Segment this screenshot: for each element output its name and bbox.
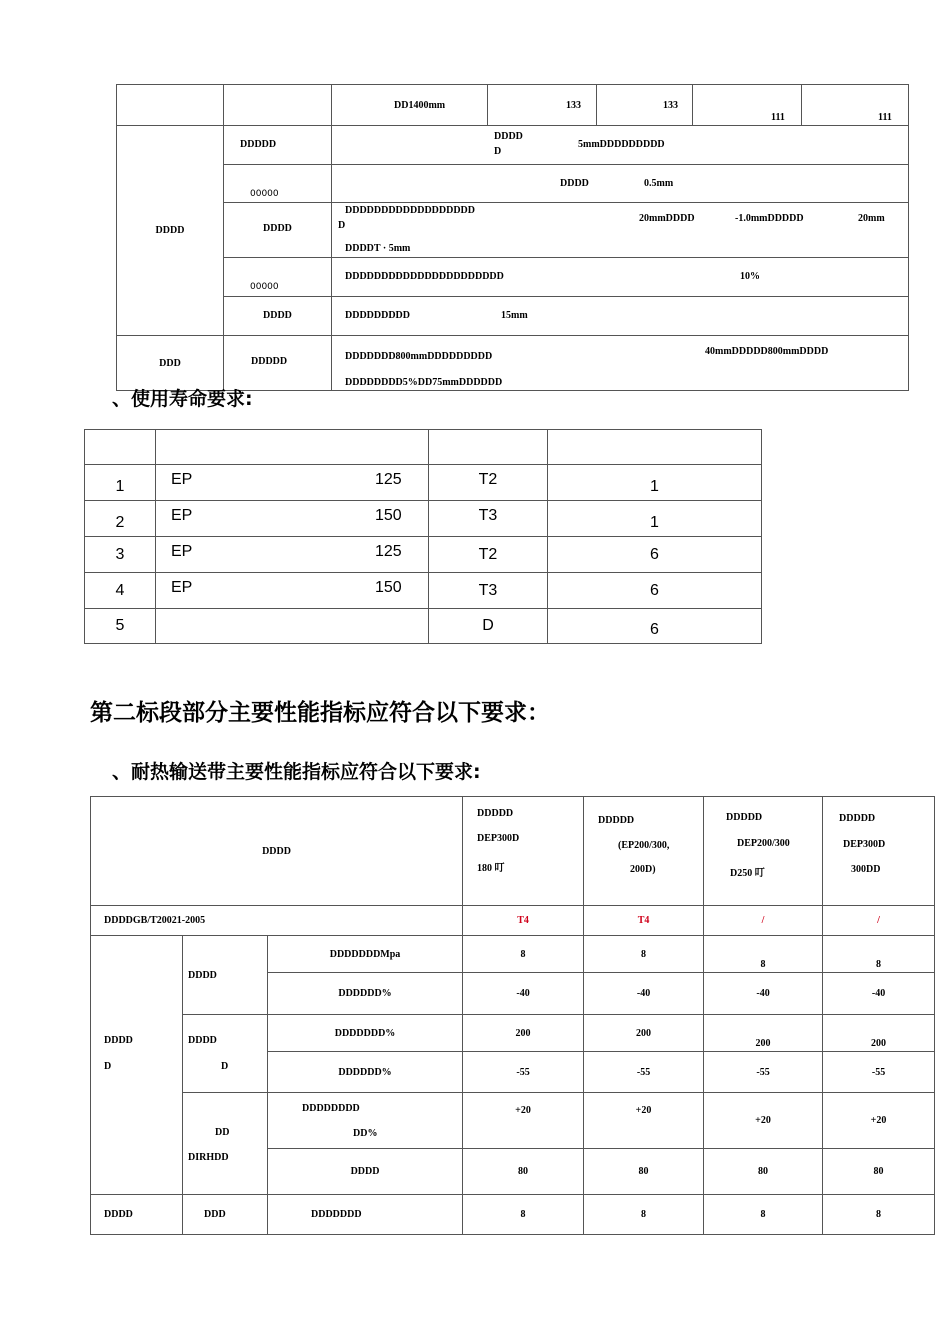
grade-cell	[429, 465, 548, 501]
grade-text: T2	[478, 545, 498, 563]
col-header	[584, 797, 704, 906]
belt-type: EP	[171, 579, 193, 596]
life-cell	[548, 609, 762, 644]
text: DDDDT · 5mm	[345, 243, 411, 254]
table-row	[85, 609, 762, 644]
section-heading-heat-resistant: 、耐热输送带主要性能指标应符合以下要求:	[112, 761, 481, 783]
label-text: 00000	[250, 282, 279, 292]
grade-cell	[429, 609, 548, 644]
row-label-line: DD%	[353, 1128, 378, 1139]
life-text: 6	[650, 621, 659, 638]
value-cell: 8	[823, 1195, 935, 1235]
row-label: DDDDDD%	[268, 973, 463, 1015]
value-cell: T4	[584, 906, 704, 936]
text: 15mm	[501, 310, 528, 321]
row-label: DDDDDD%	[268, 1052, 463, 1093]
text: DDDDDDD800mmDDDDDDDDD	[345, 351, 493, 362]
text: DDDDDDDD5%DD75mmDDDDDD	[345, 377, 503, 388]
grade-cell	[429, 501, 548, 537]
col-header-line: DDDDD	[477, 808, 514, 819]
table-row	[91, 906, 935, 936]
value-cell: 8	[463, 1195, 584, 1235]
grade-text: T3	[478, 506, 498, 524]
value-cell: -40	[704, 973, 823, 1015]
section-title-lot-two: 第二标段部分主要性能指标应符合以下要求：	[90, 700, 550, 726]
col-header-line: DDDDD	[726, 812, 763, 823]
sub-label-text: DDDD	[188, 969, 217, 981]
label-text: DDDD	[263, 223, 292, 234]
belt-type-cell	[156, 573, 429, 609]
col-header-line: 180 叮	[477, 863, 505, 874]
value-cell: -40	[584, 973, 704, 1015]
text: DDDDDDDDDDDDDDDDDD	[345, 205, 475, 216]
table-row	[91, 1195, 935, 1235]
value-text: 111	[771, 112, 785, 123]
table-row	[85, 573, 762, 609]
belt-type: EP	[171, 471, 193, 488]
cell	[488, 85, 597, 126]
label-text: 00000	[250, 189, 279, 199]
value-cell: 8	[704, 1195, 823, 1235]
header-label: DDDD	[91, 797, 463, 906]
cell	[117, 85, 224, 126]
col-header-line: DDDDD	[598, 815, 635, 826]
row-content	[332, 165, 909, 203]
text: 20mmDDDD	[639, 213, 695, 224]
belt-type: EP	[171, 543, 193, 560]
value-cell: 200	[823, 1015, 935, 1052]
text: 20mm	[858, 213, 885, 224]
col-header	[704, 797, 823, 906]
value-cell: 8	[584, 1195, 704, 1235]
text: DDDDDDDDD	[345, 310, 410, 321]
row-label: DDD	[183, 1195, 268, 1235]
text: 40mmDDDDD800mmDDDD	[705, 346, 829, 357]
row-content	[332, 336, 909, 391]
row-content	[332, 203, 909, 258]
table-row	[91, 1015, 935, 1052]
group-label	[91, 936, 183, 1195]
text: D	[494, 146, 502, 157]
value-cell: 80	[463, 1149, 584, 1195]
belt-type: EP	[171, 507, 193, 524]
value-cell: -40	[463, 973, 584, 1015]
value-cell: 8	[463, 936, 584, 973]
belt-type-cell	[156, 537, 429, 573]
value-cell: +20	[823, 1093, 935, 1149]
value-cell: +20	[584, 1093, 704, 1149]
life-cell	[548, 537, 762, 573]
text: 5mmDDDDDDDDD	[578, 139, 665, 150]
row-content	[332, 258, 909, 297]
table-row	[85, 537, 762, 573]
col-header-line: 300DD	[851, 864, 881, 875]
grade-text: D	[482, 617, 494, 634]
value-cell: -55	[704, 1052, 823, 1093]
text: DDDDDDDDDDDDDDDDDDDDDD	[345, 271, 504, 282]
value-cell: /	[823, 906, 935, 936]
col-header	[823, 797, 935, 906]
belt-type-cell	[156, 609, 429, 644]
life-text: 6	[650, 545, 659, 563]
group-label: DDDD	[117, 126, 224, 336]
row-number-text: 5	[115, 617, 125, 634]
label-text: DDDDD	[251, 356, 288, 367]
value-cell: /	[704, 906, 823, 936]
cell	[597, 85, 693, 126]
row-label: DDDDDDD	[268, 1195, 463, 1235]
belt-strength: 150	[375, 579, 402, 596]
label-text: DDDD	[263, 310, 292, 321]
col-header-line: DEP300D	[477, 833, 520, 844]
col-header-line: D250 叮	[730, 868, 765, 879]
sub-label	[183, 1093, 268, 1195]
cell-dd1400	[332, 85, 488, 126]
belt-type-cell	[156, 501, 429, 537]
row-label	[224, 126, 332, 165]
row-number	[85, 573, 156, 609]
life-cell	[548, 501, 762, 537]
value-cell: T4	[463, 906, 584, 936]
section-heading-service-life: 、使用寿命要求:	[112, 388, 253, 410]
row-content	[332, 297, 909, 336]
performance-table-top	[116, 84, 909, 391]
row-label: DDDD	[91, 1195, 183, 1235]
label-text: DDDDD	[240, 139, 277, 150]
group-label-line: DDDD	[104, 1035, 133, 1046]
col-header-line: (EP200/300,	[618, 840, 670, 851]
life-text: 6	[650, 581, 659, 599]
value-text: 133	[566, 100, 581, 111]
value-cell: +20	[704, 1093, 823, 1149]
value-cell: -55	[584, 1052, 704, 1093]
service-life-table	[84, 429, 762, 644]
grade-text: T3	[478, 581, 498, 599]
row-label	[268, 1093, 463, 1149]
group-label: DDD	[117, 336, 224, 391]
grade-cell	[429, 573, 548, 609]
text: -1.0mmDDDDD	[735, 213, 804, 224]
row-label: DDDD	[268, 1149, 463, 1195]
table-row	[91, 1093, 935, 1149]
text: D	[338, 220, 346, 231]
value-cell: 80	[823, 1149, 935, 1195]
col-header-line: DDDDD	[839, 813, 876, 824]
row-number-text: 4	[115, 581, 125, 599]
value-cell: -55	[463, 1052, 584, 1093]
sub-label	[183, 936, 268, 1015]
value-cell: 8	[823, 936, 935, 973]
sub-label	[183, 1015, 268, 1093]
value-cell: 8	[704, 936, 823, 973]
value-text: 133	[663, 100, 678, 111]
row-label	[224, 203, 332, 258]
life-text: 1	[650, 478, 659, 495]
text: 10%	[740, 271, 760, 282]
header-cell	[429, 430, 548, 465]
life-cell	[548, 465, 762, 501]
col-header-line: DEP200/300	[737, 838, 790, 849]
sub-label-text: DIRHDD	[188, 1152, 229, 1163]
value-cell: -55	[823, 1052, 935, 1093]
col-header-line: 200D)	[630, 864, 656, 875]
value-cell: 200	[704, 1015, 823, 1052]
col-header	[463, 797, 584, 906]
life-text: 1	[650, 514, 659, 531]
value-cell: 8	[584, 936, 704, 973]
value-cell: +20	[463, 1093, 584, 1149]
belt-type-cell	[156, 465, 429, 501]
value-cell: 200	[463, 1015, 584, 1052]
header-cell	[548, 430, 762, 465]
table-row	[85, 501, 762, 537]
row-number	[85, 465, 156, 501]
row-number	[85, 609, 156, 644]
table-row	[85, 465, 762, 501]
cell	[693, 85, 802, 126]
row-label	[224, 165, 332, 203]
text: DDDD	[494, 131, 523, 142]
sub-label-text: D	[221, 1061, 229, 1072]
header-cell	[85, 430, 156, 465]
row-label	[224, 258, 332, 297]
row-label-line: DDDDDDDD	[302, 1103, 360, 1114]
grade-text: T2	[478, 470, 498, 488]
row-label: DDDDDDDMpa	[268, 936, 463, 973]
sub-label-text: DD	[215, 1127, 230, 1138]
row-label	[224, 336, 332, 391]
header-cell	[156, 430, 429, 465]
row-number	[85, 537, 156, 573]
cell	[802, 85, 909, 126]
sub-label-text: DDDD	[188, 1035, 217, 1046]
row-label	[224, 297, 332, 336]
value-cell: 200	[584, 1015, 704, 1052]
belt-strength: 125	[375, 543, 402, 560]
std-label: DDDDGB/T20021-2005	[91, 906, 463, 936]
row-number-text: 2	[115, 514, 125, 531]
life-cell	[548, 573, 762, 609]
heat-resistant-belt-table	[90, 796, 935, 1235]
col-header-line: DEP300D	[843, 839, 886, 850]
value-text: 111	[878, 112, 892, 123]
grade-cell	[429, 537, 548, 573]
row-number-text: 3	[115, 545, 125, 563]
row-number-text: 1	[115, 478, 125, 495]
row-content	[332, 126, 909, 165]
row-number	[85, 501, 156, 537]
belt-strength: 150	[375, 507, 402, 524]
value-cell: 80	[704, 1149, 823, 1195]
cell	[224, 85, 332, 126]
value-cell: -40	[823, 973, 935, 1015]
text: DDDD	[560, 178, 589, 189]
belt-strength: 125	[375, 471, 402, 488]
value-text: DD1400mm	[394, 100, 446, 111]
table-row	[91, 936, 935, 973]
group-label-line: D	[104, 1061, 112, 1072]
text: 0.5mm	[644, 178, 674, 189]
row-label: DDDDDDD%	[268, 1015, 463, 1052]
value-cell: 80	[584, 1149, 704, 1195]
